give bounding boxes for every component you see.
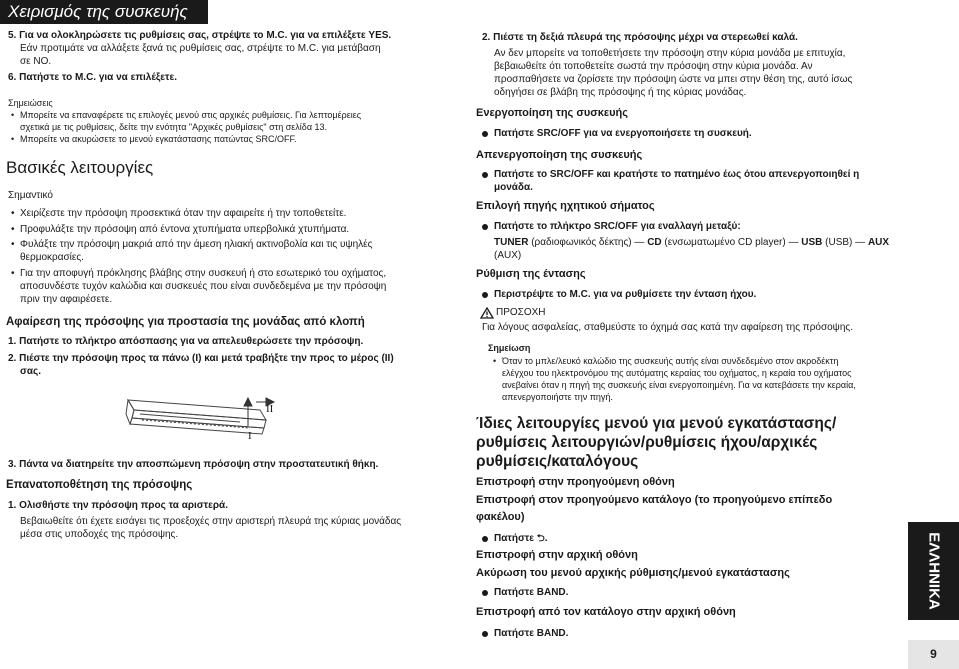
reattach-step-1-detail-2: μέσα στις υποδοχές της πρόσοψης.: [20, 529, 179, 540]
prev-display-heading: Επιστροφή στην προηγούμενη οθόνη: [476, 476, 675, 488]
note-line-3: ανεβαίνει όταν η πηγή της συσκευής είναι ενεργοποιημένη. Για να κατεβάσετε την κεραία,: [502, 380, 856, 390]
step-bullet: [482, 536, 488, 542]
step-5-detail-2: σε NO.: [20, 56, 52, 67]
removal-step-1: 1. Πατήστε το πλήκτρο απόσπασης για να απελευθερώσετε την πρόσοψη.: [8, 336, 364, 347]
power-off-step-line-2: μονάδα.: [494, 182, 533, 193]
source-options-line-1: [494, 237, 889, 250]
important-heading: Σημαντικό: [8, 190, 53, 201]
back-icon: ⮌: [536, 533, 545, 544]
common-ops-heading-line-1: Ίδιες λειτουργίες μενού για μενού εγκατάστασης/: [476, 415, 837, 432]
common-ops-heading-line-2: ρυθμίσεις λειτουργιών/ρυθμίσεις ήχου/αρχικές: [476, 434, 818, 451]
volume-heading: Ρύθμιση της έντασης: [476, 268, 586, 280]
figure-label-i: I: [248, 430, 252, 442]
common-ops-heading-line-3: ρυθμίσεις/καταλόγους: [476, 453, 639, 470]
step-bullet: [482, 590, 488, 596]
note-heading: Σημείωση: [488, 343, 531, 353]
note-line-2: ελέγχου του ηλεκτρονόμου της αυτόματης κεραίας του οχήματος, η κεραία του οχήματος: [502, 368, 852, 378]
step-5: 5. Για να ολοκληρώσετε τις ρυθμίσεις σας, στρέψτε το M.C. για να επιλέξετε YES.: [8, 30, 392, 41]
note-line-1: • Όταν το μπλε/λευκό καλώδιο της συσκευής αυτής είναι συνδεδεμένο στον ακροδέκτη: [502, 356, 838, 368]
language-tab-label: ΕΛΛΗΝΙΚΑ: [925, 532, 942, 610]
press-band-step-1: Πατήστε BAND.: [494, 587, 569, 598]
cancel-menu-heading: Ακύρωση του μενού αρχικής ρύθμισης/μενού εγκατάστασης: [476, 567, 790, 579]
notes-heading: Σημειώσεις: [8, 98, 53, 108]
main-display-heading: Επιστροφή στην αρχική οθόνη: [476, 549, 638, 561]
warning-icon: [480, 307, 494, 319]
basic-functions-heading: Βασικές λειτουργίες: [6, 158, 154, 177]
removal-heading: Αφαίρεση της πρόσοψης για προστασία της μονάδας από κλοπή: [6, 316, 365, 328]
language-tab: [908, 522, 959, 620]
removal-step-2-line-1: 2. Πιέστε την πρόσοψη προς τα πάνω (I) και μετά τραβήξτε την προς το μέρος (II): [8, 353, 394, 364]
important-4-line-2: αποσυνδέστε τυχόν καλώδια και συσκευές που είναι συνδεδεμένα με την πρόσοψη: [20, 281, 387, 292]
option-text: (ραδιοφωνικός δέκτης) —: [528, 237, 648, 248]
caution-text: Για λόγους ασφαλείας, σταθμεύστε το όχημά σας κατά την αφαίρεση της πρόσοψης.: [482, 322, 853, 333]
source-options-line-2: (AUX): [494, 250, 522, 261]
option-text: (USB) —: [822, 237, 868, 248]
reattach-step-2: 2. Πιέστε τη δεξιά πλευρά της πρόσοψης μέχρι να στερεωθεί καλά.: [482, 32, 798, 43]
important-4-line-3: πριν την αφαιρέσετε.: [20, 294, 113, 305]
step-bullet: [482, 172, 488, 178]
reattach-step-2-detail-4: οδηγήσει σε βλάβη της πρόσοψης ή της κύριας μονάδας.: [494, 87, 747, 98]
power-off-step-line-1: Πατήστε το SRC/OFF και κρατήστε το πατημένο έως ότου απενεργοποιηθεί η: [494, 169, 860, 180]
important-2: • Προφυλάξτε την πρόσοψη από έντονα χτυπήματα υπερβολικά χτυπήματα.: [20, 224, 349, 237]
caution-heading: ΠΡΟΣΟΧΗ: [496, 307, 546, 318]
important-3-line-2: θερμοκρασίες.: [20, 252, 84, 263]
option-usb: USB: [801, 237, 823, 248]
reattach-step-1: 1. Ολισθήστε την πρόσοψη προς τα αριστερά.: [8, 500, 228, 511]
important-3-line-1: • Φυλάξτε την πρόσοψη μακριά από την άμεση ηλιακή ακτινοβολία και τις υψηλές: [20, 239, 372, 252]
removal-step-3: 3. Πάντα να διατηρείτε την αποσπώμενη πρόσοψη στην προστατευτική θήκη.: [8, 459, 379, 470]
step-bullet: [482, 224, 488, 230]
press-back-label: Πατήστε: [494, 533, 537, 544]
reattach-step-2-detail-2: βεβαιωθείτε ότι τοποθετείτε σωστά την πρόσοψη στην κύρια μονάδα. Αν: [494, 61, 813, 72]
reattach-step-1-detail-1: Βεβαιωθείτε ότι έχετε εισάγει τις προεξοχές στην αριστερή πλευρά της κύριας μονάδας: [20, 516, 402, 527]
return-catalog-heading: Επιστροφή από τον κατάλογο στην αρχική οθόνη: [476, 606, 736, 618]
power-off-heading: Απενεργοποίηση της συσκευής: [476, 149, 643, 161]
reattach-step-2-detail-3: προσπαθήσετε να ζορίσετε την πρόσοψη ώστε να μπει στην θέση της, αυτό ίσως: [494, 74, 853, 85]
press-back-step: Πατήστε ⮌.: [494, 533, 548, 544]
section-title: Χειρισμός της συσκευής: [0, 0, 208, 24]
step-5-detail-1: Εάν προτιμάτε να αλλάξετε ξανά τις ρυθμίσεις σας, στρέψτε το M.C. για μετάβαση: [20, 43, 381, 54]
power-on-step: Πατήστε SRC/OFF για να ενεργοποιήσετε τη συσκευή.: [494, 128, 752, 139]
option-cd: CD: [647, 237, 662, 248]
prev-list-heading-line-2: φακέλου): [476, 511, 525, 523]
volume-step: Περιστρέψτε το M.C. για να ρυθμίσετε την ένταση ήχου.: [494, 289, 757, 300]
option-tuner: TUNER: [494, 237, 529, 248]
note-1-line-2: σχετικά με τις ρυθμίσεις, δείτε την ενότητα "Αρχικές ρυθμίσεις" στη σελίδα 13.: [20, 122, 328, 132]
option-aux: AUX: [867, 237, 890, 248]
step-bullet: [482, 292, 488, 298]
step-6: 6. Πατήστε το M.C. για να επιλέξετε.: [8, 72, 178, 83]
note-1-line-1: • Μπορείτε να επαναφέρετε τις επιλογές μενού στις αρχικές ρυθμίσεις. Για λεπτομέρειες: [20, 110, 361, 122]
step-bullet: [482, 131, 488, 137]
source-heading: Επιλογή πηγής ηχητικού σήματος: [476, 200, 655, 212]
source-step: Πατήστε το πλήκτρο SRC/OFF για εναλλαγή μεταξύ:: [494, 221, 741, 232]
step-bullet: [482, 631, 488, 637]
important-1: • Χειρίζεστε την πρόσοψη προσεκτικά όταν την αφαιρείτε ή την τοποθετείτε.: [20, 208, 346, 221]
reattach-step-2-detail-1: Αν δεν μπορείτε να τοποθετήσετε την πρόσοψη στην κύρια μονάδα με επιτυχία,: [494, 48, 846, 59]
removal-step-2-line-2: σας.: [20, 366, 41, 377]
figure-label-ii: II: [266, 403, 274, 415]
option-text: (ενσωματωμένο CD player) —: [661, 237, 802, 248]
page-number: 9: [908, 640, 959, 669]
reattach-heading: Επανατοποθέτηση της πρόσοψης: [6, 479, 193, 491]
prev-list-heading-line-1: Επιστροφή στον προηγούμενο κατάλογο (το προηγούμενο επίπεδο: [476, 494, 833, 506]
important-4-line-1: • Για την αποφυγή πρόκλησης βλάβης στην συσκευή ή στο εσωτερικό του οχήματος,: [20, 268, 386, 281]
front-panel-removal-illustration: [120, 384, 290, 454]
note-line-4: απενεργοποιήστε την πηγή.: [502, 392, 613, 402]
press-band-step-2: Πατήστε BAND.: [494, 628, 569, 639]
power-on-heading: Ενεργοποίηση της συσκευής: [476, 107, 628, 119]
note-2: • Μπορείτε να ακυρώσετε το μενού εγκατάστασης πατώντας SRC/OFF.: [20, 134, 296, 146]
